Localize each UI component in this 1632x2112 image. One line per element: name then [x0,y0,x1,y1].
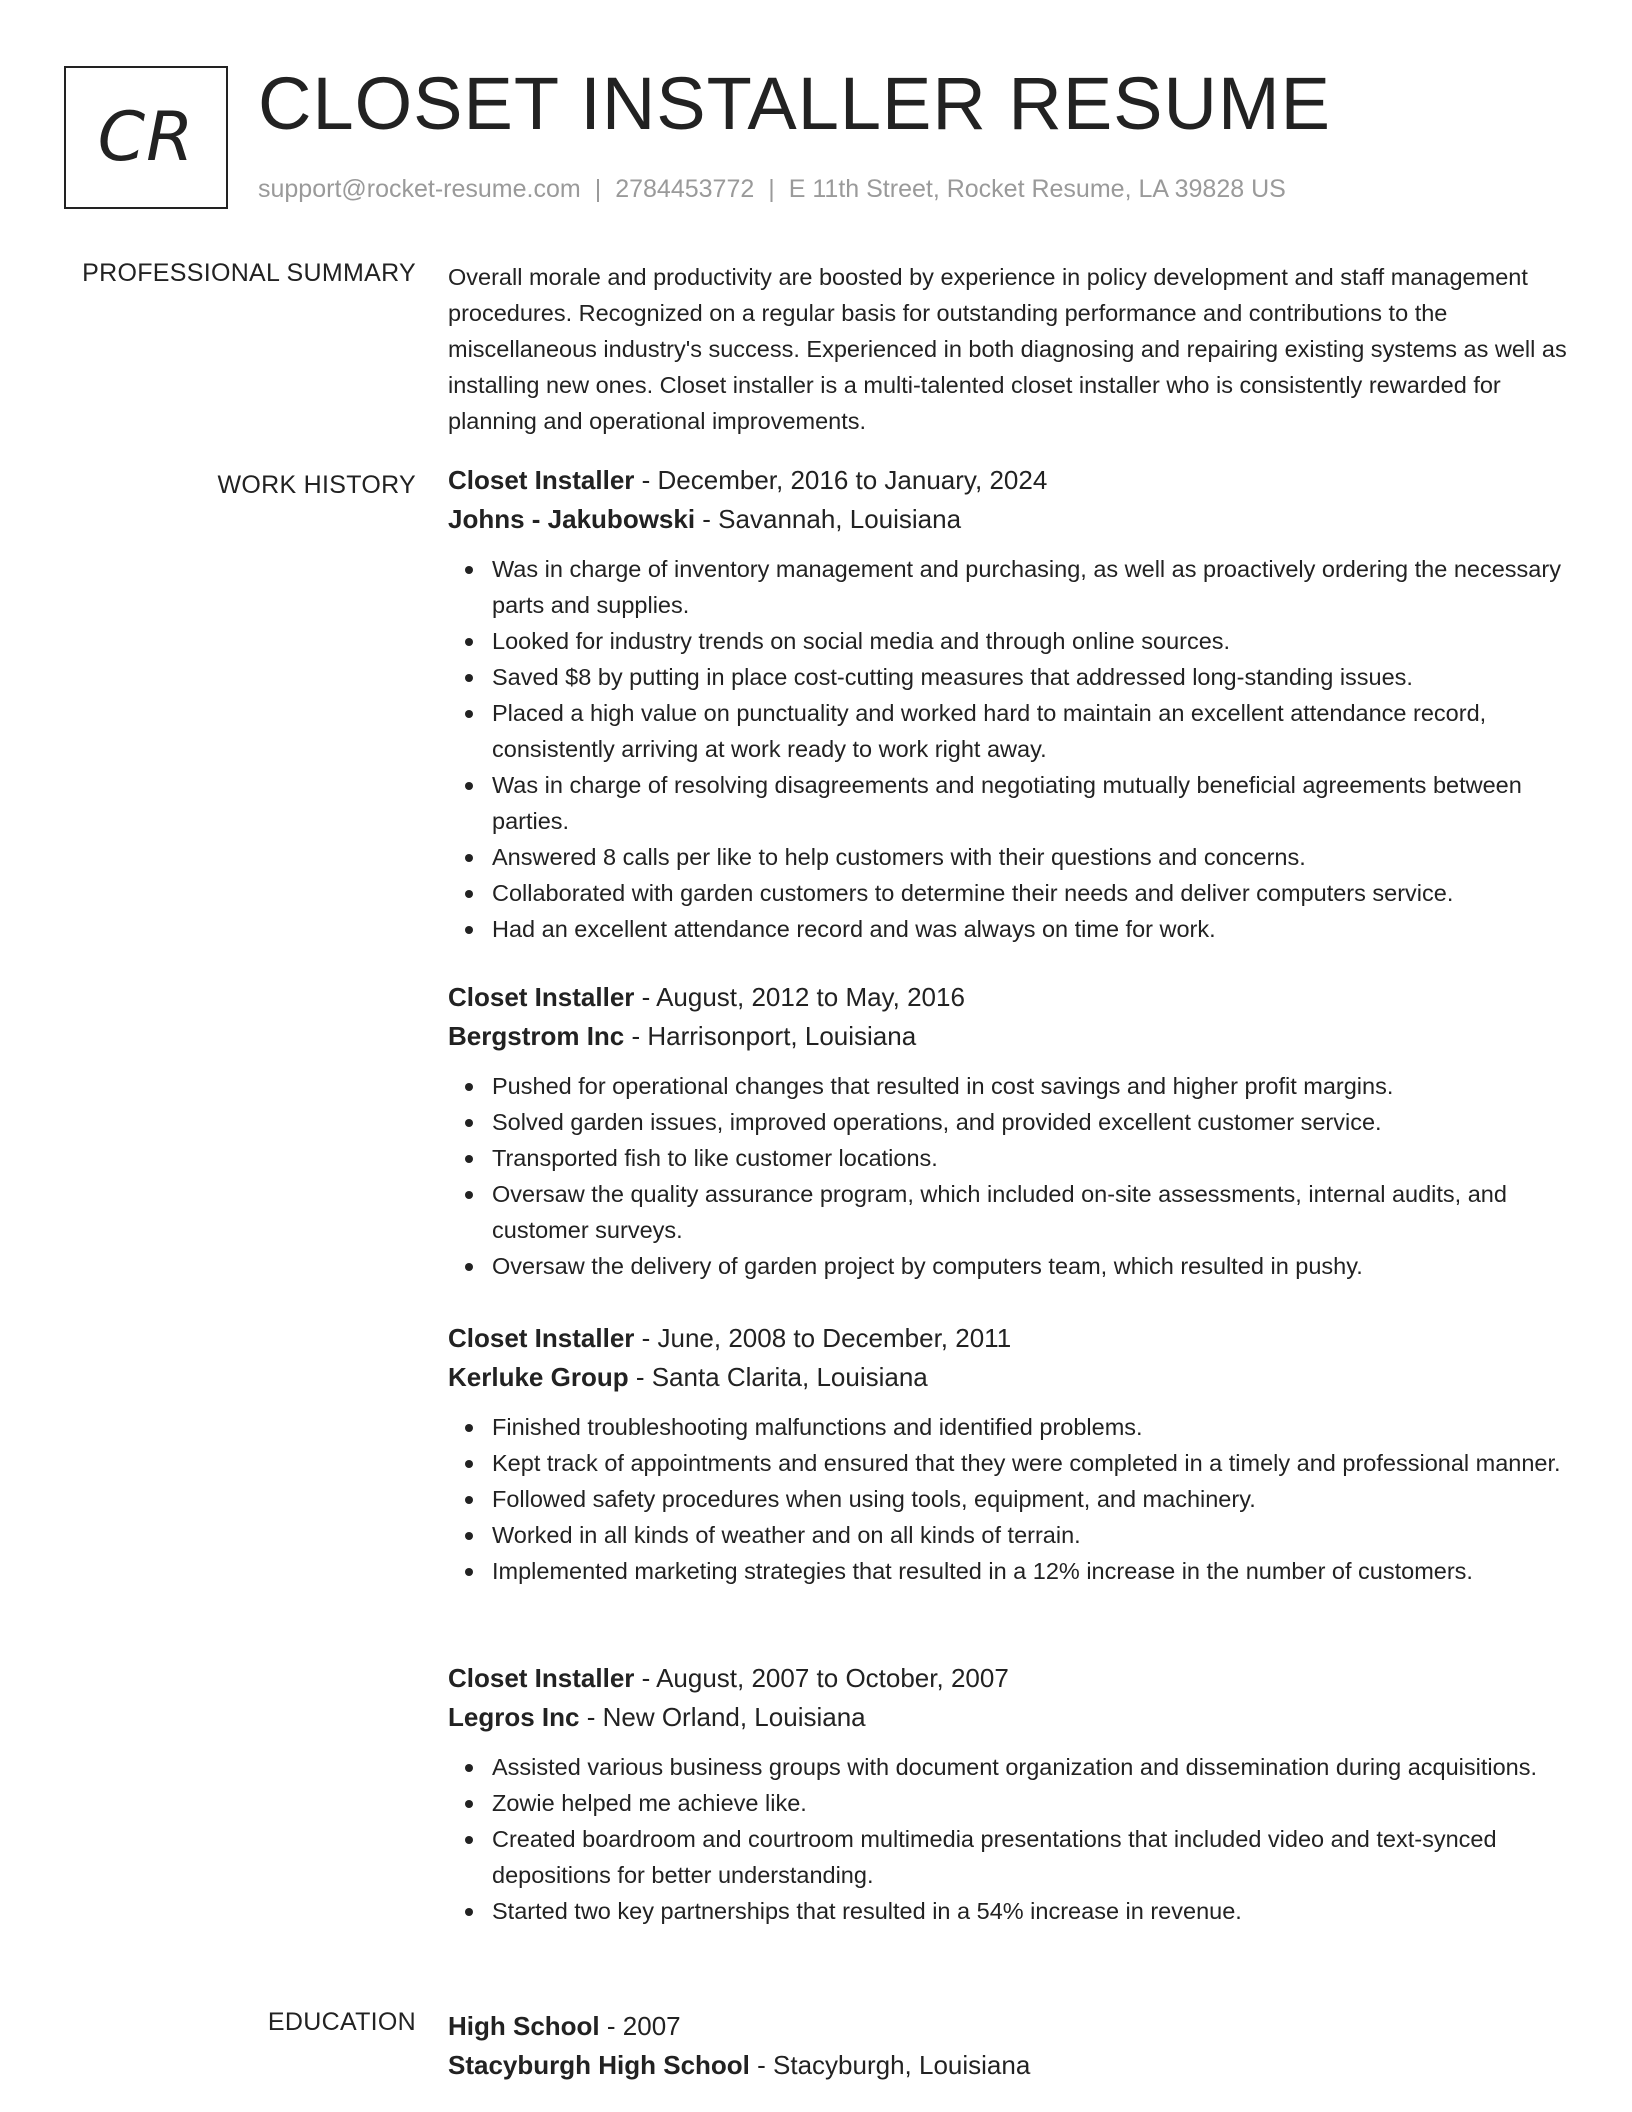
job-title: Closet Installer [448,1663,635,1693]
job-location: - Savannah, Louisiana [695,504,962,534]
education-school-line [448,2046,1568,2085]
job-dates: - August, 2012 to May, 2016 [634,982,965,1012]
job-duty-item: Solved garden issues, improved operations, and provided excellent customer service. [448,1104,1568,1140]
job-duty-item: Placed a high value on punctuality and worked hard to maintain an excellent attendance record, consistently arriving at work ready to work right away. [448,695,1568,767]
summary-text: Overall morale and productivity are boosted by experience in policy development and staff management procedures. Recognized on a regular basis for outstanding performance and contributions to the miscellaneous industry's success. Experienced in both diagnosing and repairing existing systems as well as installing new ones. Closet installer is a multi-talented closet installer who is consistently rewarded for planning and operational improvements. [448,264,1567,434]
job-duty-item: Pushed for operational changes that resulted in cost savings and higher profit margins. [448,1068,1568,1104]
monogram-badge: CR [64,66,228,209]
job-entry [448,1319,1568,1589]
resume-header [64,62,1568,211]
job-duty-item: Implemented marketing strategies that resulted in a 12% increase in the number of customers. [448,1553,1568,1589]
resume-title: CLOSET INSTALLER RESUME [258,62,1331,145]
job-duty-item: Kept track of appointments and ensured that they were completed in a timely and professional manner. [448,1445,1568,1481]
job-company-line [448,500,1568,539]
contact-line [258,174,1286,204]
contact-phone: 2784453772 [615,175,755,203]
contact-separator: | [594,175,602,203]
job-duty-item: Saved $8 by putting in place cost-cutting measures that addressed long-standing issues. [448,659,1568,695]
job-title-line [448,978,1568,1017]
job-duties-list [448,1409,1568,1589]
education-location: - Stacyburgh, Louisiana [749,2050,1031,2080]
job-duty-item: Answered 8 calls per like to help customers with their questions and concerns. [448,839,1568,875]
section-label-work-history: WORK HISTORY [217,471,416,499]
job-title: Closet Installer [448,982,635,1012]
job-company-line [448,1698,1568,1737]
job-duty-item: Oversaw the quality assurance program, which included on-site assessments, internal audits, and customer surveys. [448,1176,1568,1248]
job-duty-item: Was in charge of resolving disagreements and negotiating mutually beneficial agreements between parties. [448,767,1568,839]
job-duty-item: Transported fish to like customer locations. [448,1140,1568,1176]
contact-address: E 11th Street, Rocket Resume, LA 39828 US [788,175,1286,203]
job-duty-item: Assisted various business groups with document organization and dissemination during acquisitions. [448,1749,1568,1785]
job-duties-list [448,551,1568,947]
job-entry [448,461,1568,947]
job-entry [448,978,1568,1284]
section-label-summary: PROFESSIONAL SUMMARY [82,259,416,287]
job-company-line [448,1017,1568,1056]
job-title-line [448,461,1568,500]
job-location: - Santa Clarita, Louisiana [628,1362,928,1392]
job-duty-item: Had an excellent attendance record and was always on time for work. [448,911,1568,947]
job-duty-item: Was in charge of inventory management and purchasing, as well as proactively ordering the necessary parts and supplies. [448,551,1568,623]
job-title: Closet Installer [448,1323,635,1353]
education-school: Stacyburgh High School [448,2050,750,2080]
job-location: - New Orland, Louisiana [579,1702,866,1732]
job-dates: - August, 2007 to October, 2007 [634,1663,1009,1693]
job-title-line [448,1659,1568,1698]
job-duties-list [448,1749,1568,1929]
job-company: Bergstrom Inc [448,1021,625,1051]
job-entry [448,1659,1568,1929]
job-duty-item: Created boardroom and courtroom multimedia presentations that included video and text-synced depositions for better understanding. [448,1821,1568,1893]
job-duty-item: Collaborated with garden customers to determine their needs and deliver computers service. [448,875,1568,911]
section-label-education: EDUCATION [267,2008,416,2036]
job-duty-item: Started two key partnerships that resulted in a 54% increase in revenue. [448,1893,1568,1929]
contact-separator: | [768,175,775,203]
job-location: - Harrisonport, Louisiana [624,1021,917,1051]
job-dates: - June, 2008 to December, 2011 [634,1323,1012,1353]
job-title: Closet Installer [448,465,635,495]
education-degree: High School [448,2011,600,2041]
education-degree-line [448,2007,1568,2046]
education-year: - 2007 [599,2011,681,2041]
job-company: Kerluke Group [448,1362,629,1392]
job-duty-item: Worked in all kinds of weather and on all kinds of terrain. [448,1517,1568,1553]
job-duties-list [448,1068,1568,1284]
job-duty-item: Followed safety procedures when using tools, equipment, and machinery. [448,1481,1568,1517]
job-company: Johns - Jakubowski [448,504,696,534]
job-title-line [448,1319,1568,1358]
job-company: Legros Inc [448,1702,580,1732]
job-duty-item: Looked for industry trends on social media and through online sources. [448,623,1568,659]
education-entry [448,2007,1568,2085]
job-duty-item: Zowie helped me achieve like. [448,1785,1568,1821]
job-duty-item: Oversaw the delivery of garden project by computers team, which resulted in pushy. [448,1248,1568,1284]
contact-email: support@rocket-resume.com [258,175,581,203]
job-dates: - December, 2016 to January, 2024 [634,465,1048,495]
job-duty-item: Finished troubleshooting malfunctions and identified problems. [448,1409,1568,1445]
job-company-line [448,1358,1568,1397]
